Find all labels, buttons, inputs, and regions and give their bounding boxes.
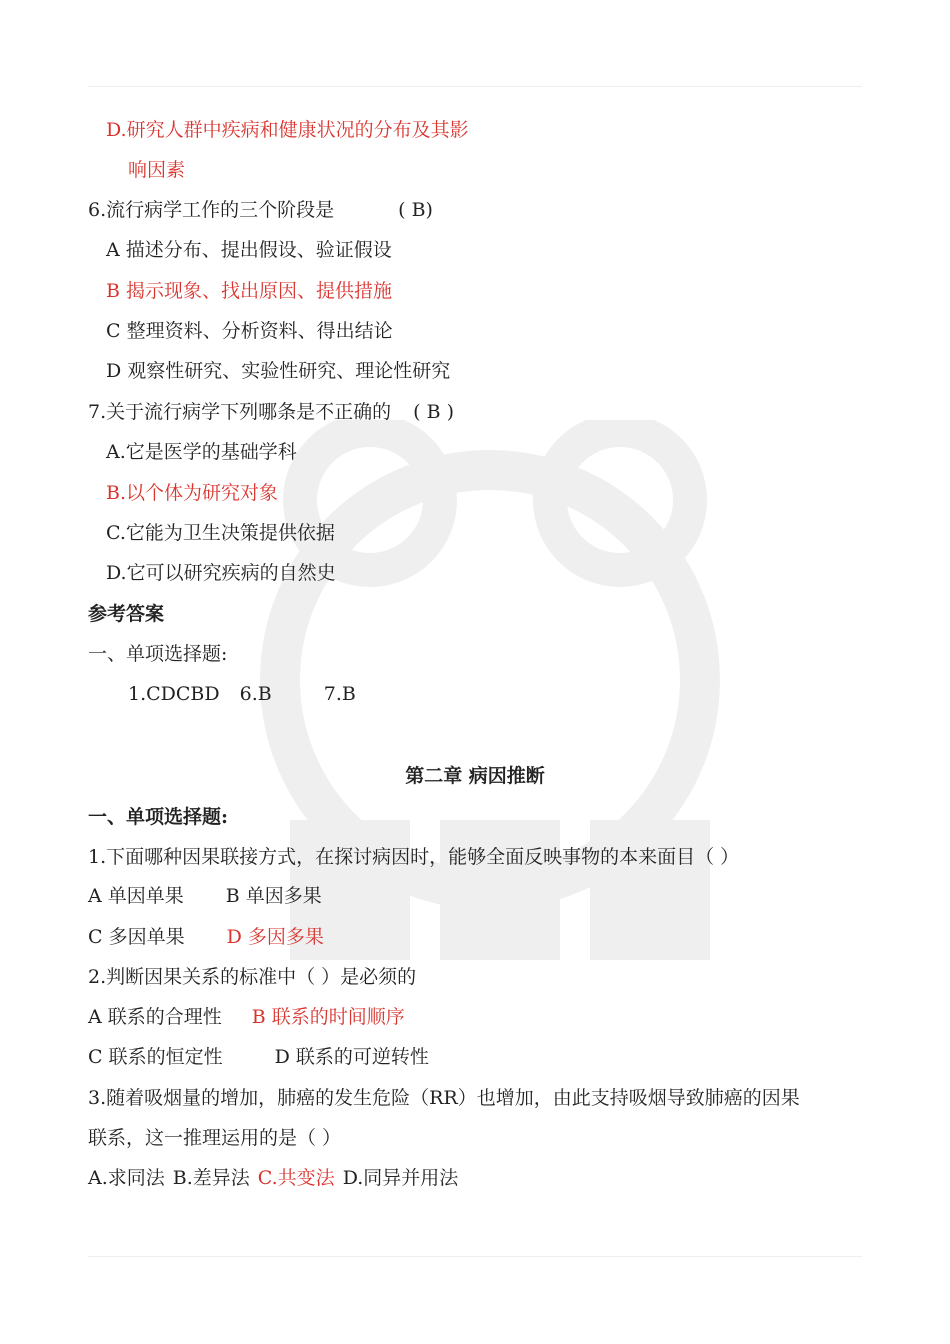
q7-question bbox=[88, 400, 454, 424]
q6-question bbox=[88, 198, 433, 222]
prev-option-d-line2: 响因素 bbox=[128, 159, 186, 181]
q6-option-b: B 揭示现象、找出原因、提供措施 bbox=[106, 280, 393, 302]
ch2-q3-option-d: D.同异并用法 bbox=[342, 1167, 459, 1189]
q7-stem: 7.关于流行病学下列哪条是不正确的 bbox=[88, 401, 392, 423]
ch2-q1-option-b: B 单因多果 bbox=[225, 885, 322, 907]
q6-option-c: C 整理资料、分析资料、得出结论 bbox=[106, 320, 393, 342]
q6-answer: ( B) bbox=[398, 199, 433, 221]
ch2-q2-option-a: A 联系的合理性 bbox=[88, 1006, 222, 1028]
q7-option-c: C.它能为卫生决策提供依据 bbox=[106, 522, 335, 544]
ch2-q2-option-d: D 联系的可逆转性 bbox=[274, 1046, 429, 1068]
ch2-q2-options-row2 bbox=[88, 1045, 429, 1069]
answers-heading: 参考答案 bbox=[88, 603, 165, 625]
ch2-q1-options-row1 bbox=[88, 884, 322, 908]
ch2-q3-stem-line2: 联系，这一推理运用的是（ ） bbox=[88, 1127, 342, 1149]
ch2-q2-stem: 2.判断因果关系的标准中（ ）是必须的 bbox=[88, 966, 417, 988]
ch2-q3-option-b: B.差异法 bbox=[172, 1167, 250, 1189]
q6-option-d: D 观察性研究、实验性研究、理论性研究 bbox=[106, 360, 451, 382]
answer-group-2: 6.B bbox=[239, 683, 272, 705]
q7-option-b: B.以个体为研究对象 bbox=[106, 482, 279, 504]
answers-section-title: 一、单项选择题: bbox=[88, 643, 228, 665]
ch2-q2-options-row1 bbox=[88, 1005, 405, 1029]
ch2-q1-option-a: A 单因单果 bbox=[88, 885, 184, 907]
chapter-section-title: 一、单项选择题: bbox=[88, 806, 229, 828]
ch2-q3-option-c: C.共变法 bbox=[257, 1167, 335, 1189]
answers-list bbox=[128, 682, 356, 706]
header-rule bbox=[88, 86, 862, 87]
q7-option-a: A.它是医学的基础学科 bbox=[106, 441, 297, 463]
q6-option-a: A 描述分布、提出假设、验证假设 bbox=[106, 239, 392, 261]
ch2-q1-option-d: D 多因多果 bbox=[226, 926, 324, 948]
prev-option-d-line1: D.研究人群中疾病和健康状况的分布及其影 bbox=[106, 119, 469, 141]
q7-option-d: D.它可以研究疾病的自然史 bbox=[106, 562, 336, 584]
chapter-title: 第二章 病因推断 bbox=[405, 765, 545, 787]
ch2-q3-options bbox=[88, 1166, 458, 1190]
q6-stem: 6.流行病学工作的三个阶段是 bbox=[88, 199, 335, 221]
answer-group-1: 1.CDCBD bbox=[128, 683, 220, 705]
ch2-q2-option-b: B 联系的时间顺序 bbox=[251, 1006, 405, 1028]
ch2-q2-option-c: C 联系的恒定性 bbox=[88, 1046, 223, 1068]
ch2-q1-options-row2 bbox=[88, 925, 324, 949]
ch2-q3-stem-line1: 3.随着吸烟量的增加，肺癌的发生危险（RR）也增加，由此支持吸烟导致肺癌的因果 bbox=[88, 1087, 800, 1109]
ch2-q1-option-c: C 多因单果 bbox=[88, 926, 185, 948]
ch2-q3-option-a: A.求同法 bbox=[88, 1167, 165, 1189]
q7-answer: ( B ) bbox=[413, 401, 455, 423]
answer-group-3: 7.B bbox=[323, 683, 356, 705]
footer-rule bbox=[88, 1256, 862, 1257]
ch2-q1-stem: 1.下面哪种因果联接方式，在探讨病因时，能够全面反映事物的本来面目（ ） bbox=[88, 846, 740, 868]
